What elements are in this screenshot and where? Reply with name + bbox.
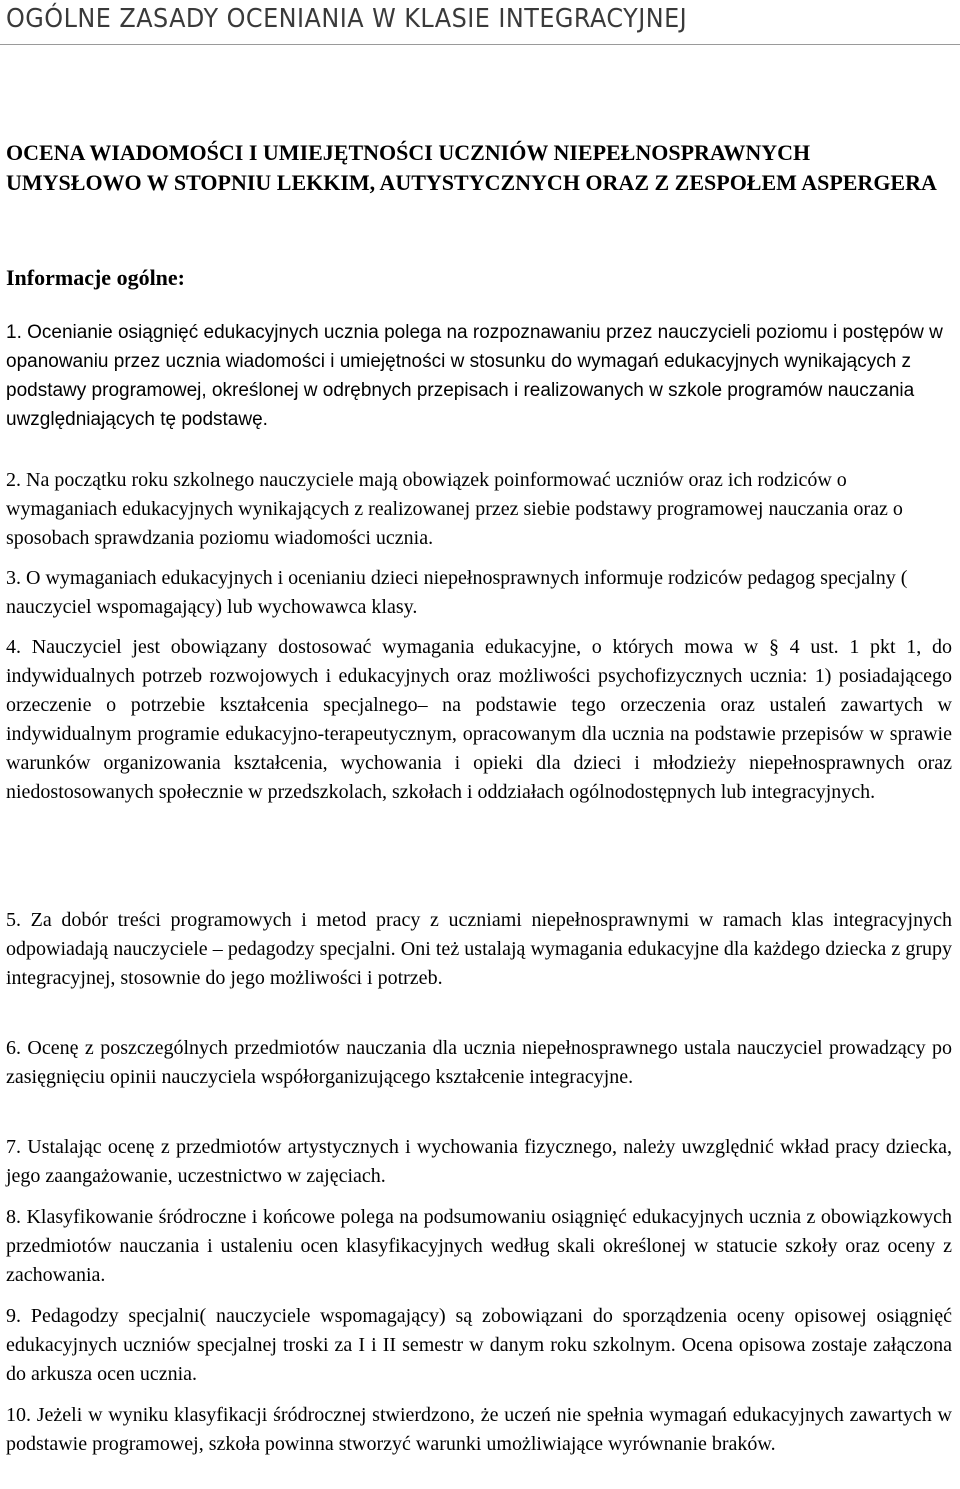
paragraph-3: 3. O wymaganiach edukacyjnych i ocenianiu dzieci niepełnosprawnych informuje rodziców pedagog specjalny ( nauczyciel wspomagający) lub wychowawca klasy.	[6, 567, 908, 618]
header-rule	[0, 44, 960, 45]
paragraph-5: 5. Za dobór treści programowych i metod pracy z uczniami niepełnosprawnymi w ramach klas integracyjnych odpowiadają nauczyciele – pedagodzy specjalni. Oni też ustalają wymagania edukacyjne dla każdego dziecka z grupy integracyjnej, stosownie do jego możliwości i potrzeb.	[6, 909, 952, 989]
paragraph-7: 7. Ustalając ocenę z przedmiotów artystycznych i wychowania fizycznego, należy uwzględnić wkład pracy dziecka, jego zaangażowanie, uczestnictwo w zajęciach.	[6, 1136, 952, 1187]
paragraph-6: 6. Ocenę z poszczególnych przedmiotów nauczania dla ucznia niepełnosprawnego ustala nauczyciel prowadzący po zasięgnięciu opinii nauczyciela współorganizującego kształcenie integracyjne.	[6, 1037, 952, 1088]
section-heading: OCENA WIADOMOŚCI I UMIEJĘTNOŚCI UCZNIÓW NIEPEŁNOSPRAWNYCH UMYSŁOWO W STOPNIU LEKKIM, AUTYSTYCZNYCH ORAZ Z ZESPOŁEM ASPERGERA	[6, 140, 937, 195]
paragraph-10: 10. Jeżeli w wyniku klasyfikacji śródrocznej stwierdzono, że uczeń nie spełnia wymagań edukacyjnych zawartych w podstawie programowej, szkoła powinna stworzyć warunki umożliwiające wyrównanie braków.	[6, 1404, 952, 1455]
paragraph-1: 1. Ocenianie osiągnięć edukacyjnych ucznia polega na rozpoznawaniu przez nauczycieli poziomu i postępów w opanowaniu przez ucznia wiadomości i umiejętności w stosunku do wymagań edukacyjnych wynikających z podstawy programowej, określonej w odrębnych przepisach i realizowanych w szkole programów nauczania uwzględniających tę podstawę.	[6, 322, 943, 430]
paragraph-2: 2. Na początku roku szkolnego nauczyciele mają obowiązek poinformować uczniów oraz ich rodziców o wymaganiach edukacyjnych wynikających z realizowanej przez siebie podstawy programowej nauczania oraz o sposobach sprawdzania poziomu wiadomości ucznia.	[6, 469, 903, 549]
page-header-title: OGÓLNE ZASADY OCENIANIA W KLASIE INTEGRACYJNEJ	[6, 4, 688, 34]
paragraph-8: 8. Klasyfikowanie śródroczne i końcowe polega na podsumowaniu osiągnięć edukacyjnych ucznia z obowiązkowych przedmiotów nauczania i ustaleniu ocen klasyfikacyjnych według skali określonej w statucie szkoły oraz oceny z zachowania.	[6, 1206, 952, 1286]
paragraph-4: 4. Nauczyciel jest obowiązany dostosować wymagania edukacyjne, o których mowa w § 4 ust. 1 pkt 1, do indywidualnych potrzeb rozwojowych i edukacyjnych oraz możliwości psychofizycznych ucznia: 1) posiadającego orzeczenie o potrzebie kształcenia specjalnego– na podstawie tego orzeczenia oraz ustaleń zawartych w indywidualnym programie edukacyjno-terapeutycznym, opracowanym dla ucznia na podstawie przepisów w sprawie warunków organizowania kształcenia, wychowania i opieki dla dzieci i młodzieży niepełnosprawnych oraz niedostosowanych społecznie w przedszkolach, szkołach i oddziałach ogólnodostępnych lub integracyjnych.	[6, 636, 952, 803]
subheading: Informacje ogólne:	[6, 265, 186, 290]
paragraph-9: 9. Pedagodzy specjalni( nauczyciele wspomagający) są zobowiązani do sporządzenia oceny opisowej osiągnięć edukacyjnych uczniów specjalnej troski za I i II semestr w danym roku szkolnym. Ocena opisowa zostaje załączona do arkusza ocen ucznia.	[6, 1305, 952, 1385]
